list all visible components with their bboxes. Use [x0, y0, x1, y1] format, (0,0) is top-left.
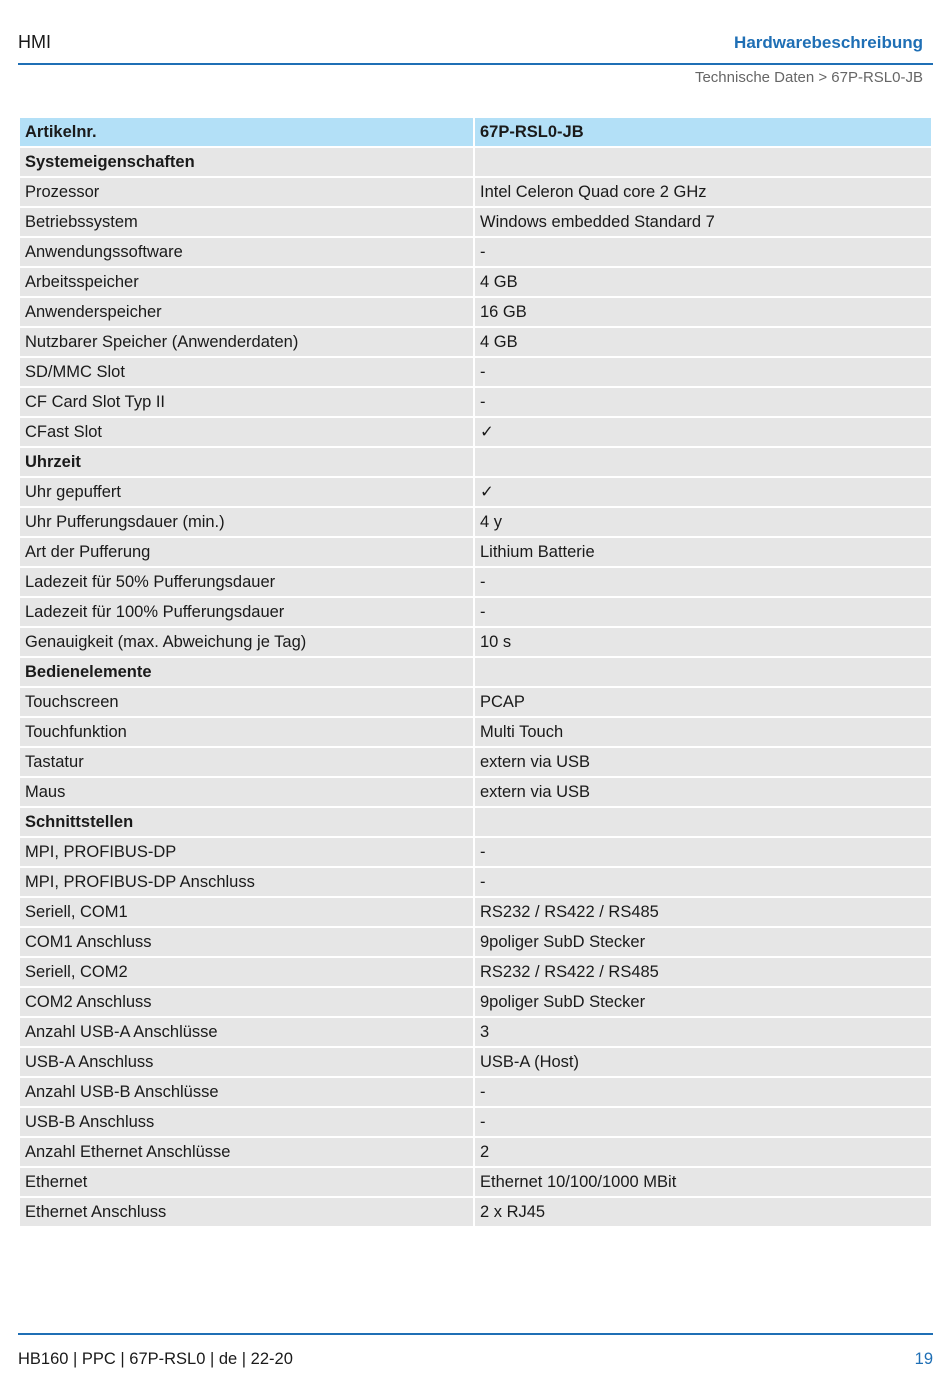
spec-value: PCAP [475, 688, 931, 716]
table-row [20, 298, 931, 326]
spec-value: - [475, 838, 931, 866]
spec-label: Anzahl Ethernet Anschlüsse [20, 1138, 473, 1166]
spec-label: Uhr gepuffert [20, 478, 473, 506]
spec-label: Ladezeit für 100% Pufferungsdauer [20, 598, 473, 626]
section-row [20, 448, 931, 476]
table-row [20, 178, 931, 206]
spec-value [475, 658, 931, 686]
table-row [20, 328, 931, 356]
spec-label: Nutzbarer Speicher (Anwenderdaten) [20, 328, 473, 356]
header-value: 67P-RSL0-JB [475, 118, 931, 146]
footer-divider [18, 1333, 933, 1335]
section-label: Systemeigenschaften [20, 148, 473, 176]
spec-label: Uhr Pufferungsdauer (min.) [20, 508, 473, 536]
table-row [20, 568, 931, 596]
spec-label: Seriell, COM2 [20, 958, 473, 986]
spec-value: 9poliger SubD Stecker [475, 988, 931, 1016]
spec-label: Maus [20, 778, 473, 806]
spec-value [475, 448, 931, 476]
spec-label: Ethernet Anschluss [20, 1198, 473, 1226]
spec-label: Genauigkeit (max. Abweichung je Tag) [20, 628, 473, 656]
spec-value: USB-A (Host) [475, 1048, 931, 1076]
table-row [20, 358, 931, 386]
spec-label: Anwendungssoftware [20, 238, 473, 266]
spec-table [18, 116, 933, 1228]
header-label: Artikelnr. [20, 118, 473, 146]
spec-label: Touchscreen [20, 688, 473, 716]
spec-label: MPI, PROFIBUS-DP [20, 838, 473, 866]
spec-value: Windows embedded Standard 7 [475, 208, 931, 236]
spec-label: Tastatur [20, 748, 473, 776]
spec-value: Multi Touch [475, 718, 931, 746]
section-label: Bedienelemente [20, 658, 473, 686]
table-row [20, 238, 931, 266]
spec-value: - [475, 1078, 931, 1106]
spec-label: Anwenderspeicher [20, 298, 473, 326]
spec-value: - [475, 568, 931, 596]
table-row [20, 928, 931, 956]
spec-label: Arbeitsspeicher [20, 268, 473, 296]
spec-value: - [475, 598, 931, 626]
table-row [20, 1078, 931, 1106]
table-row [20, 508, 931, 536]
spec-label: CF Card Slot Typ II [20, 388, 473, 416]
spec-label: Touchfunktion [20, 718, 473, 746]
spec-value: 4 y [475, 508, 931, 536]
table-row [20, 1138, 931, 1166]
spec-value: - [475, 238, 931, 266]
table-row [20, 868, 931, 896]
spec-value: extern via USB [475, 748, 931, 776]
spec-value [475, 808, 931, 836]
table-row [20, 268, 931, 296]
spec-value: 3 [475, 1018, 931, 1046]
spec-value: 4 GB [475, 328, 931, 356]
spec-value: RS232 / RS422 / RS485 [475, 898, 931, 926]
spec-label: COM1 Anschluss [20, 928, 473, 956]
spec-label: USB-A Anschluss [20, 1048, 473, 1076]
table-row [20, 388, 931, 416]
spec-label: CFast Slot [20, 418, 473, 446]
section-row [20, 148, 931, 176]
section-label: Uhrzeit [20, 448, 473, 476]
header-section-title: Hardwarebeschreibung [734, 33, 923, 52]
spec-label: MPI, PROFIBUS-DP Anschluss [20, 868, 473, 896]
spec-label: USB-B Anschluss [20, 1108, 473, 1136]
spec-label: Betriebssystem [20, 208, 473, 236]
spec-label: Prozessor [20, 178, 473, 206]
table-row [20, 898, 931, 926]
breadcrumb: Technische Daten > 67P-RSL0-JB [694, 69, 923, 86]
spec-value: 10 s [475, 628, 931, 656]
spec-value: Intel Celeron Quad core 2 GHz [475, 178, 931, 206]
spec-label: Art der Pufferung [20, 538, 473, 566]
table-row [20, 958, 931, 986]
table-row [20, 1018, 931, 1046]
section-row [20, 658, 931, 686]
footer-doc-id: HB160 | PPC | 67P-RSL0 | de | 22-20 [18, 1350, 293, 1368]
table-row [20, 778, 931, 806]
table-row [20, 418, 931, 446]
spec-value: Lithium Batterie [475, 538, 931, 566]
table-row [20, 718, 931, 746]
spec-value: 16 GB [475, 298, 931, 326]
table-row [20, 1048, 931, 1076]
spec-value: 4 GB [475, 268, 931, 296]
table-row [20, 1108, 931, 1136]
spec-value: RS232 / RS422 / RS485 [475, 958, 931, 986]
spec-value: - [475, 1108, 931, 1136]
spec-value: Ethernet 10/100/1000 MBit [475, 1168, 931, 1196]
spec-value: - [475, 868, 931, 896]
section-row [20, 808, 931, 836]
table-row [20, 748, 931, 776]
spec-value: - [475, 358, 931, 386]
spec-value: - [475, 388, 931, 416]
table-row [20, 838, 931, 866]
table-row [20, 1168, 931, 1196]
spec-value: extern via USB [475, 778, 931, 806]
table-row [20, 688, 931, 716]
check-icon: ✓ [475, 478, 931, 506]
spec-value [475, 148, 931, 176]
spec-value: 2 [475, 1138, 931, 1166]
spec-label: SD/MMC Slot [20, 358, 473, 386]
table-row [20, 478, 931, 506]
table-row [20, 988, 931, 1016]
table-row [20, 598, 931, 626]
header-title: HMI [18, 32, 51, 52]
check-icon: ✓ [475, 418, 931, 446]
spec-label: Ethernet [20, 1168, 473, 1196]
spec-label: Ladezeit für 50% Pufferungsdauer [20, 568, 473, 596]
spec-label: Seriell, COM1 [20, 898, 473, 926]
page-number: 19 [914, 1350, 933, 1368]
table-row [20, 628, 931, 656]
section-label: Schnittstellen [20, 808, 473, 836]
header-divider [18, 63, 933, 65]
table-row [20, 208, 931, 236]
table-row [20, 538, 931, 566]
spec-label: COM2 Anschluss [20, 988, 473, 1016]
spec-value: 2 x RJ45 [475, 1198, 931, 1226]
table-header-row [20, 118, 931, 146]
table-row [20, 1198, 931, 1226]
spec-value: 9poliger SubD Stecker [475, 928, 931, 956]
spec-label: Anzahl USB-A Anschlüsse [20, 1018, 473, 1046]
spec-label: Anzahl USB-B Anschlüsse [20, 1078, 473, 1106]
